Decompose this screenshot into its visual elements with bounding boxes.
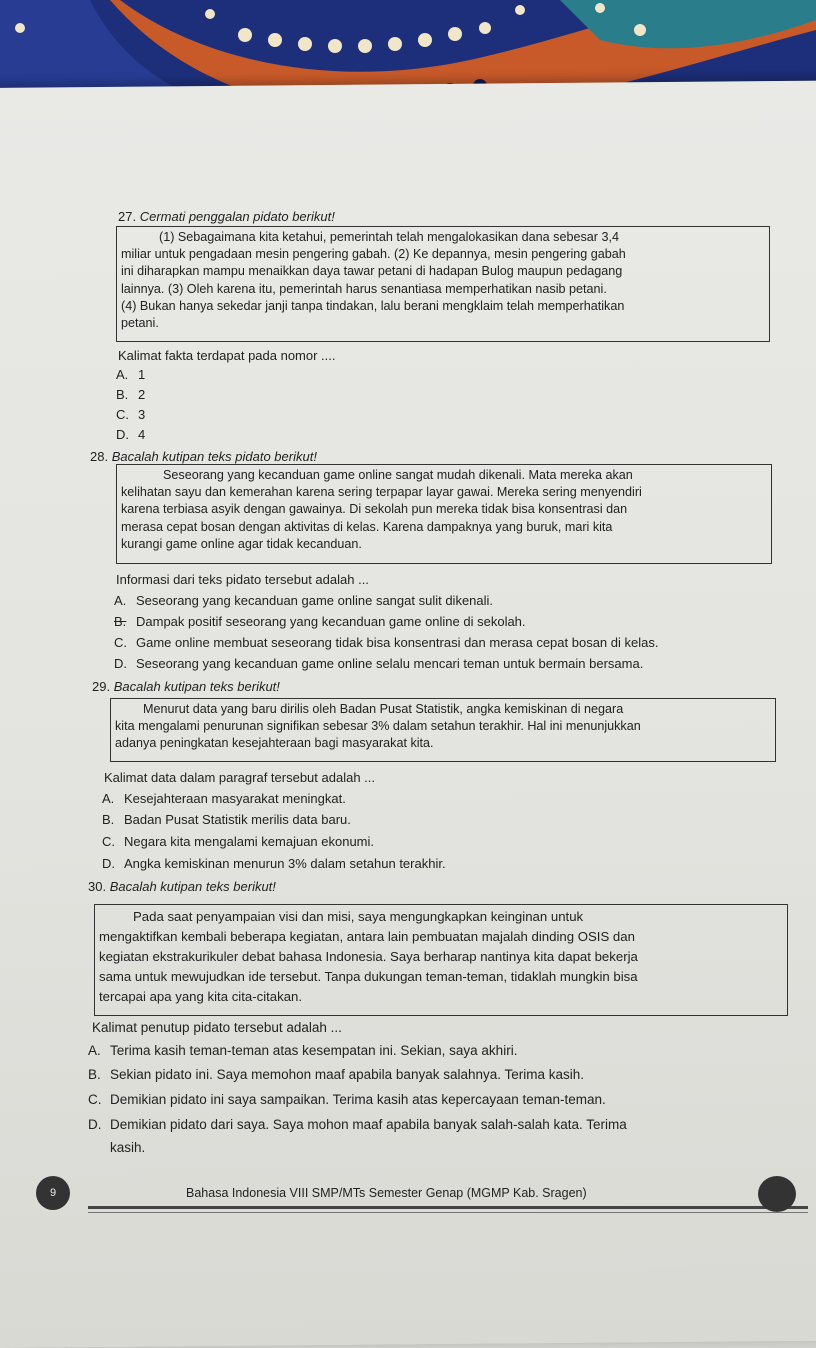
question-30-header (88, 879, 276, 894)
question-instruction: Bacalah kutipan teks berikut! (113, 679, 280, 694)
option-d-continued (88, 1140, 145, 1155)
passage-line: Pada saat penyampaian visi dan misi, saya mengungkapkan keinginan untuk (133, 909, 584, 924)
question-number: 27. (118, 209, 137, 224)
option-d[interactable] (102, 856, 446, 871)
option-a[interactable] (114, 593, 493, 608)
passage-line: sama untuk mewujudkan ide tersebut. Tanpa dukungan teman-teman, tidaklah mungkin bisa (99, 969, 638, 984)
option-letter: A. (114, 593, 127, 608)
option-text: kasih. (110, 1140, 146, 1155)
option-text: Badan Pusat Statistik merilis data baru. (124, 812, 351, 827)
page-number-badge-right (758, 1176, 796, 1212)
option-text: 1 (138, 367, 146, 382)
passage-line: (1) Sebagaimana kita ketahui, pemerintah telah mengalokasikan dana sebesar 3,4 (159, 230, 619, 244)
question-27-header (118, 209, 335, 224)
question-number: 30. (88, 879, 107, 894)
option-b[interactable] (102, 812, 351, 827)
option-letter: C. (102, 834, 115, 849)
option-text: Seseorang yang kecanduan game online sangat sulit dikenali. (136, 593, 494, 608)
option-text: Angka kemiskinan menurun 3% dalam setahun terakhir. (124, 856, 446, 871)
option-a[interactable] (102, 791, 346, 806)
option-text: Demikian pidato ini saya sampaikan. Terima kasih atas kepercayaan teman-teman. (110, 1092, 606, 1107)
question-28-passage (116, 464, 772, 564)
option-letter: D. (88, 1117, 102, 1132)
option-letter: D. (102, 856, 115, 871)
question-instruction: Bacalah kutipan teks pidato berikut! (111, 449, 317, 464)
passage-line: (4) Bukan hanya sekedar janji tanpa tindakan, lalu berani mengklaim telah memperhatikan (121, 298, 625, 313)
option-b[interactable] (88, 1067, 584, 1082)
passage-line: ini diharapkan mampu menaikkan daya tawar petani di hadapan Bulog maupun pedagang (121, 264, 623, 279)
passage-line: Seseorang yang kecanduan game online sangat mudah dikenali. Mata mereka akan (163, 468, 633, 482)
question-number: 29. (92, 679, 111, 694)
question-29-stem: Kalimat data dalam paragraf tersebut adalah ... (104, 770, 375, 785)
option-text: Terima kasih teman-teman atas kesempatan ini. Sekian, saya akhiri. (110, 1043, 518, 1058)
option-c[interactable] (116, 407, 145, 422)
option-letter: B. (88, 1067, 101, 1082)
option-text: Kesejahteraan masyarakat meningkat. (124, 791, 346, 806)
page-footer (49, 1180, 798, 1220)
option-d[interactable] (114, 656, 643, 671)
option-text: Sekian pidato ini. Saya memohon maaf apabila banyak salahnya. Terima kasih. (110, 1067, 585, 1082)
passage-line: Menurut data yang baru dirilis oleh Badan Pusat Statistik, angka kemiskinan di negara (143, 702, 624, 716)
page-number-badge: 9 (36, 1176, 70, 1210)
option-d[interactable] (88, 1117, 627, 1132)
passage-line: kurangi game online agar tidak kecanduan. (121, 536, 362, 551)
passage-line: tercapai apa yang kita cita-citakan. (99, 989, 303, 1004)
passage-line: kita mengalami penurunan signifikan sebesar 3% dalam setahun terakhir. Hal ini menunjukkan (115, 719, 641, 734)
option-text: 4 (138, 427, 146, 442)
option-c[interactable] (114, 635, 658, 650)
option-letter: C. (88, 1092, 102, 1107)
question-29-passage (110, 698, 776, 762)
option-letter: D. (114, 656, 127, 671)
option-text: 3 (138, 407, 146, 422)
option-c[interactable] (102, 834, 374, 849)
passage-line: petani. (121, 316, 159, 331)
question-30-stem: Kalimat penutup pidato tersebut adalah ... (92, 1020, 342, 1035)
option-letter: A. (116, 367, 129, 382)
option-a[interactable] (116, 367, 145, 382)
footer-rule (88, 1206, 808, 1209)
option-text: Seseorang yang kecanduan game online selalu mencari teman untuk bermain bersama. (136, 656, 644, 671)
question-instruction: Cermati penggalan pidato berikut! (139, 209, 335, 224)
question-27-passage (116, 226, 770, 342)
option-text: 2 (138, 387, 146, 402)
option-letter: B. (102, 812, 115, 827)
option-d[interactable] (116, 427, 145, 442)
option-letter: C. (114, 635, 127, 650)
passage-line: miliar untuk pengadaan mesin pengering gabah. (2) Ke depannya, mesin pengering gabah (121, 247, 626, 262)
footer-rule-thin (88, 1212, 808, 1213)
question-number: 28. (90, 449, 109, 464)
option-b-selected[interactable] (114, 614, 526, 629)
option-letter: B. (116, 387, 129, 402)
option-letter: B. (114, 614, 127, 629)
option-letter: A. (88, 1043, 101, 1058)
passage-line: merasa cepat bosan dengan aktivitas di kelas. Karena dampaknya yang buruk, mari kita (121, 519, 613, 534)
question-30-passage (94, 904, 788, 1016)
question-27-stem: Kalimat fakta terdapat pada nomor .... (118, 348, 336, 363)
option-text: Game online membuat seseorang tidak bisa konsentrasi dan merasa cepat bosan di kelas. (136, 635, 659, 650)
option-b[interactable] (116, 387, 145, 402)
option-letter: C. (116, 407, 129, 422)
option-letter: D. (116, 427, 129, 442)
passage-line: adanya peningkatan kesejahteraan bagi masyarakat kita. (115, 736, 434, 751)
option-letter: A. (102, 791, 115, 806)
question-28-header (90, 449, 317, 464)
question-28-stem: Informasi dari teks pidato tersebut adalah ... (116, 572, 369, 587)
question-29-header (92, 679, 280, 694)
option-c[interactable] (88, 1092, 606, 1107)
passage-line: mengaktifkan kembali beberapa kegiatan, antara lain pembuatan majalah dinding OSIS dan (99, 929, 635, 944)
question-instruction: Bacalah kutipan teks berikut! (109, 879, 276, 894)
option-a[interactable] (88, 1043, 517, 1058)
passage-line: karena terbiasa asyik dengan gawainya. Di sekolah pun mereka tidak bisa konsentrasi dan (121, 502, 628, 517)
footer-text: Bahasa Indonesia VIII SMP/MTs Semester Genap (MGMP Kab. Sragen) (186, 1186, 587, 1200)
passage-line: kegiatan ekstrakurikuler debat bahasa Indonesia. Saya berharap nantinya kita dapat bekerja (99, 949, 638, 964)
option-text: Demikian pidato dari saya. Saya mohon maaf apabila banyak salah-salah kata. Terima (110, 1117, 627, 1132)
passage-line: kelihatan sayu dan kemerahan karena sering terpapar layar gawai. Mereka sering menyendiri (121, 485, 642, 500)
option-text: Dampak positif seseorang yang kecanduan game online di sekolah. (136, 614, 526, 629)
passage-line: lainnya. (3) Oleh karena itu, pemerintah harus senantiasa memperhatikan nasib petani. (121, 281, 607, 296)
option-text: Negara kita mengalami kemajuan ekonumi. (124, 834, 375, 849)
